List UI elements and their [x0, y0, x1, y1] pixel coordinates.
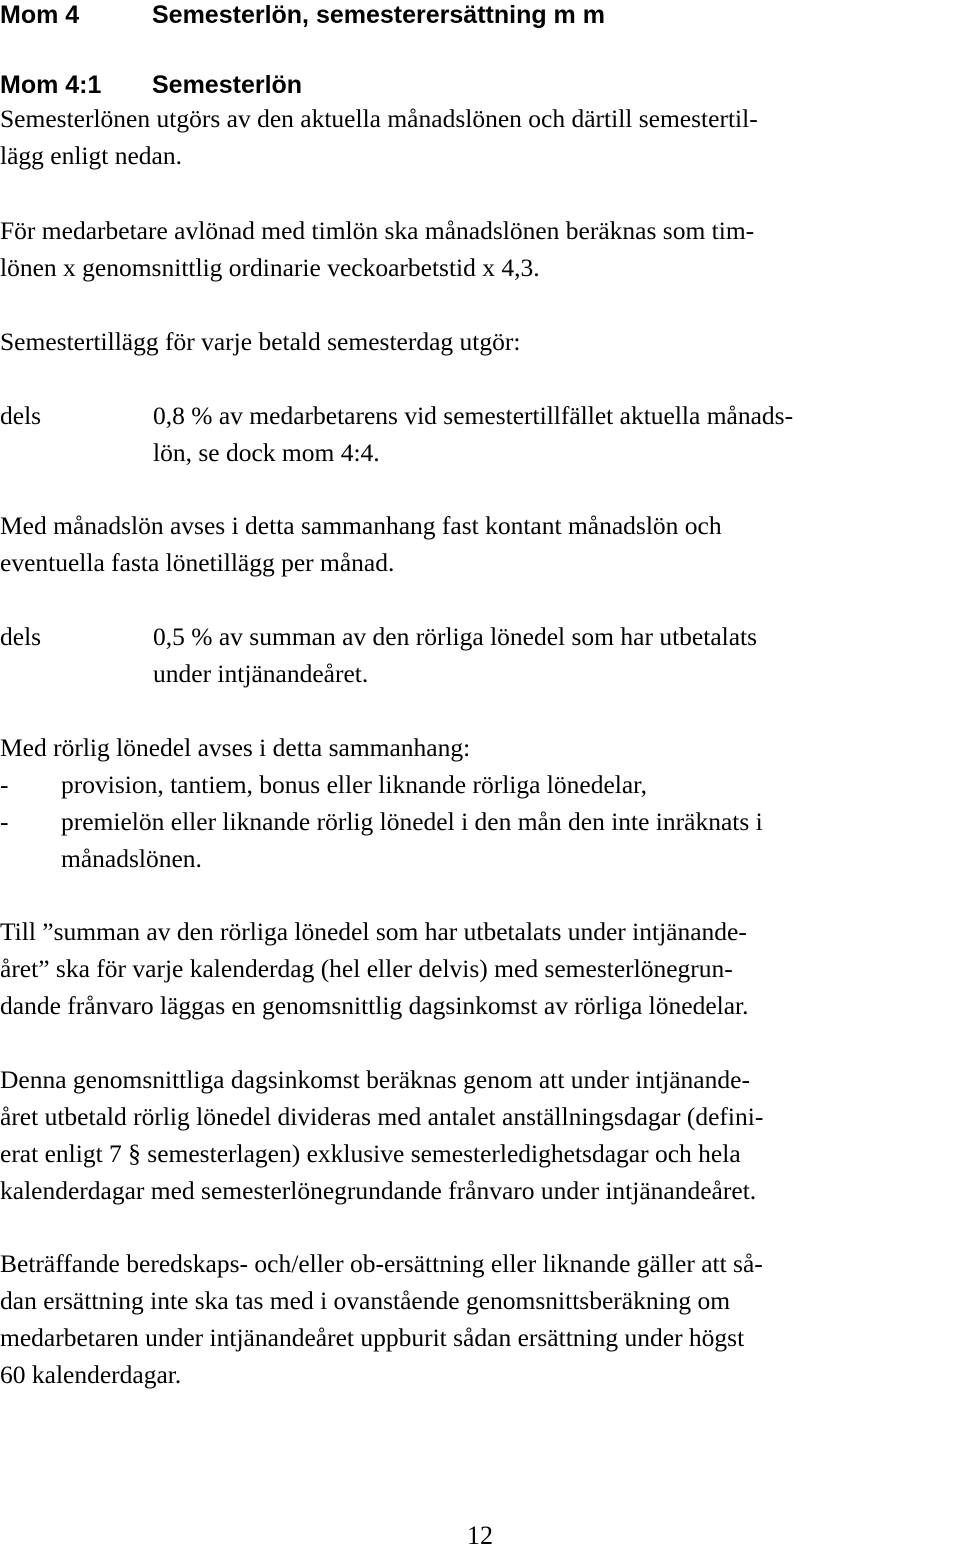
dels-label: dels — [0, 622, 42, 651]
paragraph-semesterlon — [0, 100, 758, 174]
bullet-item — [0, 803, 960, 877]
text-line: premielön eller liknande rörlig lönedel i den mån den inte inräknats i — [61, 807, 763, 836]
text-line: Beträffande beredskaps- och/eller ob-ersättning eller liknande gäller att så- — [0, 1249, 763, 1278]
paragraph-timlon — [0, 212, 754, 286]
bullet-body — [61, 803, 763, 877]
text-line: lönen x genomsnittlig ordinarie veckoarbetstid x 4,3. — [0, 253, 540, 282]
subsection-heading — [0, 71, 302, 99]
text-line: 0,8 % av medarbetarens vid semestertillfället aktuella månads- — [153, 401, 794, 430]
paragraph-dagsinkomst — [0, 1061, 763, 1209]
text-line: eventuella fasta lönetillägg per månad. — [0, 548, 395, 577]
text-line: lägg enligt nedan. — [0, 141, 182, 170]
text-line: Till ”summan av den rörliga lönedel som har utbetalats under intjänande- — [0, 917, 747, 946]
text-line: Semestertillägg för varje betald semesterdag utgör: — [0, 327, 521, 356]
text-line: 60 kalenderdagar. — [0, 1360, 182, 1389]
bullet-dash: - — [0, 807, 9, 836]
text-line: Med rörlig lönedel avses i detta sammanhang: — [0, 733, 471, 762]
text-line: dan ersättning inte ska tas med i ovanstående genomsnittsberäkning om — [0, 1286, 731, 1315]
text-line: Denna genomsnittliga dagsinkomst beräknas genom att under intjänande- — [0, 1065, 750, 1094]
subsection-number: Mom 4:1 — [0, 71, 102, 99]
text-line: året utbetald rörlig lönedel divideras med antalet anställningsdagar (defini- — [0, 1102, 764, 1131]
paragraph-beredskap — [0, 1245, 763, 1393]
text-line: dande frånvaro läggas en genomsnittlig dagsinkomst av rörliga lönedelar. — [0, 991, 749, 1020]
section-number: Mom 4 — [0, 1, 80, 29]
paragraph-summan — [0, 913, 749, 1024]
paragraph-rorlig-lonedel — [0, 729, 960, 877]
paragraph-manadslon-definition — [0, 507, 722, 581]
page-number: 12 — [467, 1521, 493, 1550]
dels-label: dels — [0, 401, 42, 430]
bullet-body — [61, 766, 647, 803]
section-heading — [0, 1, 605, 29]
text-line: under intjänandeåret. — [153, 659, 369, 688]
text-line: månadslönen. — [61, 844, 202, 873]
dels-content — [153, 397, 793, 471]
section-title: Semesterlön, semesterersättning m m — [152, 1, 605, 29]
text-line: För medarbetare avlönad med timlön ska månadslönen beräknas som tim- — [0, 216, 755, 245]
text-line: lön, se dock mom 4:4. — [153, 438, 380, 467]
paragraph-semestertillagg — [0, 323, 520, 360]
text-line: Semesterlönen utgörs av den aktuella månadslönen och därtill semestertil- — [0, 104, 758, 133]
dels-content — [153, 618, 757, 692]
text-line: provision, tantiem, bonus eller liknande rörliga lönedelar, — [61, 770, 648, 799]
text-line: erat enligt 7 § semesterlagen) exklusive semesterledighetsdagar och hela — [0, 1139, 741, 1168]
text-line: året” ska för varje kalenderdag (hel eller delvis) med semesterlönegrun- — [0, 954, 733, 983]
text-line: medarbetaren under intjänandeåret uppburit sådan ersättning under högst — [0, 1323, 745, 1352]
text-line: Med månadslön avses i detta sammanhang fast kontant månadslön och — [0, 511, 722, 540]
subsection-title: Semesterlön — [152, 71, 303, 99]
bullet-item — [0, 766, 960, 803]
text-line: 0,5 % av summan av den rörliga lönedel som har utbetalats — [153, 622, 758, 651]
text-line: kalenderdagar med semesterlönegrundande frånvaro under intjänandeåret. — [0, 1176, 757, 1205]
bullet-dash: - — [0, 770, 9, 799]
